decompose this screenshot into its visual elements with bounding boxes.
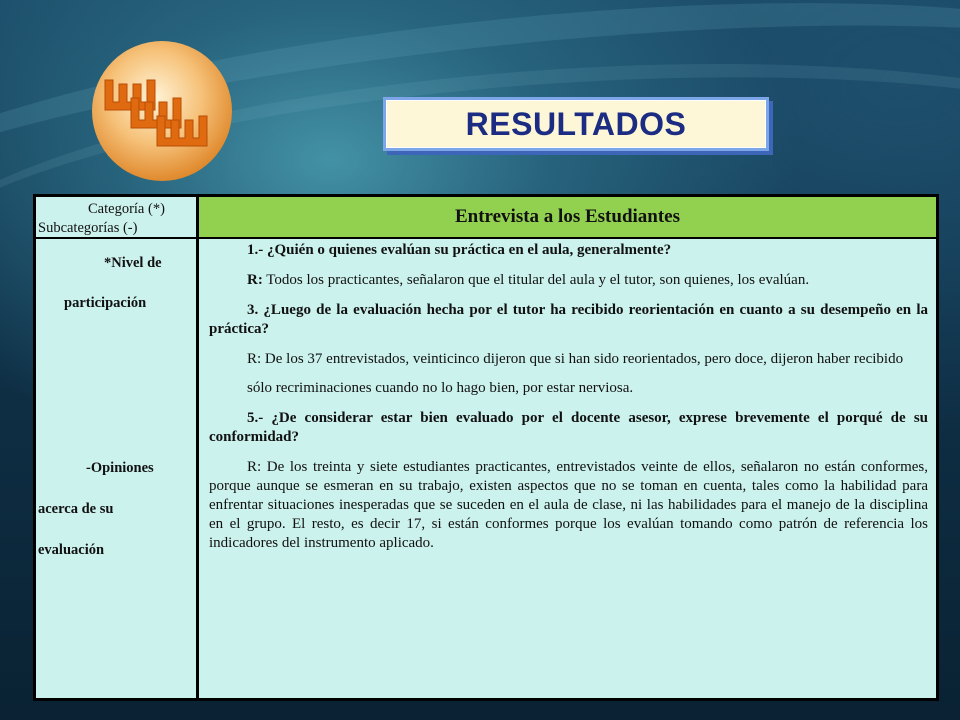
question-5: 5.- ¿De considerar estar bien evaluado por el docente asesor, exprese brevemente el porqué de su conformidad?: [209, 410, 928, 445]
answer-3: R: De los 37 entrevistados, veinticinco dijeron que si han sido reorientados, pero doce, dijeron haber recibido: [247, 351, 904, 367]
interview-header-label: Entrevista a los Estudiantes: [454, 206, 681, 227]
page-title: RESULTADOS: [465, 105, 687, 142]
category-header-cell: [36, 197, 196, 237]
category-column-cell: [36, 239, 196, 698]
category-label-line: participación: [64, 295, 147, 311]
subcategory-label-line: -Opiniones: [86, 460, 154, 476]
subcategory-label-line: acerca de su: [38, 501, 114, 517]
question-3: 3. ¿Luego de la evaluación hecha por el tutor ha recibido reorientación en cuanto a su desempeño en la práctica?: [209, 302, 928, 337]
subcategory-header-label: Subcategorías (-): [38, 220, 138, 236]
subcategory-label-line: evaluación: [38, 542, 105, 558]
interview-text: [199, 241, 936, 553]
interview-content-cell: [199, 239, 936, 698]
question-1: 1.- ¿Quién o quienes evalúan su práctica en el aula, generalmente?: [247, 242, 672, 258]
category-header-label: Categoría (*): [88, 201, 165, 217]
category-label-line: *Nivel de: [104, 255, 162, 271]
university-logo: [91, 40, 233, 182]
interview-header-cell: [199, 197, 936, 237]
title-banner: [383, 97, 769, 151]
answer-prefix: R:: [247, 272, 263, 288]
answer-5: R: De los treinta y siete estudiantes practicantes, entrevistados veinte de ellos, señalaron no están conformes, porque aunque se esmeran en su trabajo, existen aspectos que no se toman en cuenta, tales como la habilidad para enfrentar situaciones inesperadas que se suceden en el aula de clase, ni las habilidades para el manejo de la disciplina en el grupo. El resto, es decir 17, si están conformes porque los evalúan tomando como patrón de referencia los indicadores del instrumento aplicado.: [209, 459, 928, 551]
answer-3-continued: sólo recriminaciones cuando no lo hago bien, por estar nerviosa.: [247, 380, 634, 396]
answer-text: Todos los practicantes, señalaron que el titular del aula y el tutor, son quienes, los evalúan.: [262, 272, 810, 288]
answer-1: [209, 271, 928, 290]
results-table: [33, 194, 939, 701]
